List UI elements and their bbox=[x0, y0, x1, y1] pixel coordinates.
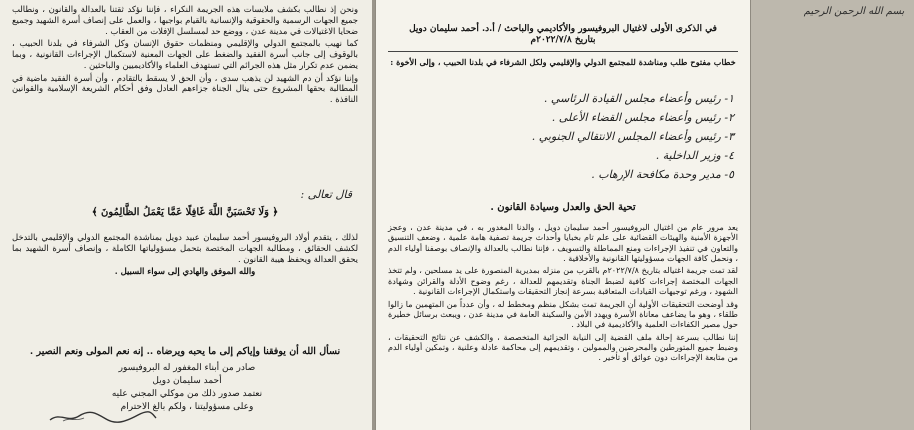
recipient-item-1: ١- رئيس وأعضاء مجلس القيادة الرئاسي . bbox=[543, 92, 734, 105]
right-body bbox=[388, 222, 738, 365]
document-title-line-1: في الذكرى الأولى لاغتيال البروفيسور والأكاديمي والباحث / أ.د. أحمد سليمان دويل bbox=[409, 24, 717, 34]
left-paragraph-1: ونحن إذ نطالب بكشف ملابسات هذه الجريمة النكراء ، فإننا نؤكد ثقتنا بالعدالة والقانون ، ونطالب جميع الجهات الرسمية والحقوقية والإنسانية بالقيام بواجبها ، والعمل على إنصاف أسرة الشهيد وجميع ضحايا الاغتيالات في مدينة عدن ، ووضع حد لمسلسل الإفلات من العقاب . bbox=[12, 4, 358, 36]
bismillah: بسم الله الرحمن الرحيم bbox=[803, 6, 905, 17]
recipient-item-4: ٤- وزير الداخلية . bbox=[655, 149, 734, 163]
left-page bbox=[0, 0, 372, 430]
right-paragraph-3: وقد أوضحت التحقيقات الأولية أن الجريمة تمت بشكل منظم ومخطط له ، وأن عدداً من المتهمين ما زالوا طلقاء ، وهو ما يضاعف معاناة الأسرة ويهدد الأمن والسكينة العامة في مدينة عدن ، ويبعث برسائل خطيرة حول مصير الكفاءات العلمية والأكاديمية في البلاد . bbox=[388, 298, 738, 330]
after-quote-paragraph-2: والله الموفق والهادي إلى سواء السبيل . bbox=[114, 266, 256, 277]
left-paragraph-2: كما نهيب بالمجتمع الدولي والإقليمي ومنظمات حقوق الإنسان وكل الشرفاء في بلدنا الحبيب ، بالوقوف إلى جانب أسرة الفقيد والضغط على الجهات المعنية لاستكمال الإجراءات القانونية ، وبما يضمن عدم تكرار مثل هذه الجرائم التي تستهدف العلماء والأكاديميين والباحثين . bbox=[12, 38, 358, 70]
left-body-bottom bbox=[12, 232, 358, 279]
header-divider bbox=[388, 51, 738, 52]
right-section-heading bbox=[390, 198, 736, 219]
right-paragraph-4: إننا نطالب بسرعة إحالة ملف القضية إلى النيابة الجزائية المتخصصة ، والكشف عن نتائج التحقيقات ، وضبط جميع المتورطين والمحرضين والممولين ، وتقديمهم إلى محاكمة عادلة وعلنية ، وتمكين أولياء الدم من متابعة الإجراءات دون عوائق أو تأخير . bbox=[388, 331, 738, 363]
document-title-line-2: بتاريخ ٢٠٢٢/٧/٨م bbox=[530, 35, 596, 46]
signature-line-2: أحمد سليمان دويل bbox=[152, 376, 222, 387]
recipient-item-3: ٣- رئيس وأعضاء المجلس الانتقالي الجنوبي . bbox=[531, 130, 734, 144]
closing-prayer: نسأل الله أن يوفقنا وإياكم إلى ما يحبه ويرضاه .. إنه نعم المولى ونعم النصير . bbox=[29, 346, 341, 357]
right-paragraph-2: لقد تمت جريمة اغتياله بتاريخ ٢٠٢٢/٧/٨م بالقرب من منزله بمديرية المنصورة على يد مسلحين ، ولم تتخذ الجهات المختصة إجراءات كافية لضبط الجناة وتقديمهم للعدالة ، رغم وضوح الأدلة والقرائن وشهادة الشهود ، ورغم توجيهات القيادات المتعاقبة بسرعة إنجاز التحقيقات واستكمال الإجراءات القانونية . bbox=[388, 265, 738, 297]
document-subtitle: خطاب مفتوح طلب ومناشدة للمجتمع الدولي والإقليمي ولكل الشرفاء في بلدنا الحبيب ، وإلى الأخوة : bbox=[390, 56, 736, 67]
quran-quote: ﴿ وَلَا تَحْسَبَنَّ اللَّهَ غَافِلًا عَمَّا يَعْمَلُ الظَّالِمُونَ ﴾ bbox=[91, 207, 279, 219]
signature-line-3: نعتمد صدور ذلك من موكلي المجني عليه bbox=[111, 389, 263, 400]
quote-lead: قال تعالى : bbox=[300, 188, 352, 201]
right-paragraph-1: يعد مرور عام من اغتيال البروفيسور أحمد سليمان دويل ، والدنا المغدور به ، في مدينة عدن ، وعجز الأجهزة الأمنية والهيئات القضائية على علم تام بخبايا وأحداث جريمة تصفية هامة علمية ، وضعف التنسيق والتعاون في تنفيذ الإجراءات ومنع المماطلة والتسويف ، فإننا نطالب بالعدالة والإنصاف بوصفنا أولياء الدم ، ونحمل كافة الجهات مسؤوليتها القانونية والأخلاقية . bbox=[388, 222, 738, 264]
signature-line-4: وعلى مسؤوليتنا ، ولكم بالغ الاحترام bbox=[120, 402, 254, 413]
signature-line-1: صادر من أبناء المغفور له البروفيسور bbox=[118, 363, 256, 373]
recipient-item-5: ٥- مدير وحدة مكافحة الإرهاب . bbox=[591, 168, 734, 182]
section-title: تحية الحق والعدل وسيادة القانون . bbox=[490, 202, 636, 213]
right-page bbox=[376, 0, 905, 430]
signature-scribble bbox=[48, 410, 158, 424]
recipients-list bbox=[508, 92, 734, 187]
left-body-top bbox=[12, 4, 358, 107]
quote-block bbox=[18, 188, 352, 224]
signature-block bbox=[102, 362, 272, 414]
header-block bbox=[388, 24, 738, 67]
left-paragraph-3: وإننا نؤكد أن دم الشهيد لن يذهب سدى ، وأن الحق لا يسقط بالتقادم ، وأن أسرة الفقيد ماضية في المطالبة بحقها المشروع حتى ينال الجناة جزاءهم العادل وفق أحكام الشريعة الإسلامية والقوانين النافذة . bbox=[12, 72, 358, 104]
after-quote-paragraph-1: لذلك ، يتقدم أولاد البروفيسور أحمد سليمان عبيد دويل بمناشدة المجتمع الدولي والإقليمي بالتدخل لكشف الحقائق ، ومطالبة الجهات المختصة بتحمل مسؤولياتها الكاملة ، وإنصاف أسرة الشهيد بما يحقق العدالة ويحفظ هيبة القانون . bbox=[12, 232, 358, 264]
recipient-item-2: ٢- رئيس وأعضاء مجلس القضاء الأعلى . bbox=[551, 111, 734, 125]
